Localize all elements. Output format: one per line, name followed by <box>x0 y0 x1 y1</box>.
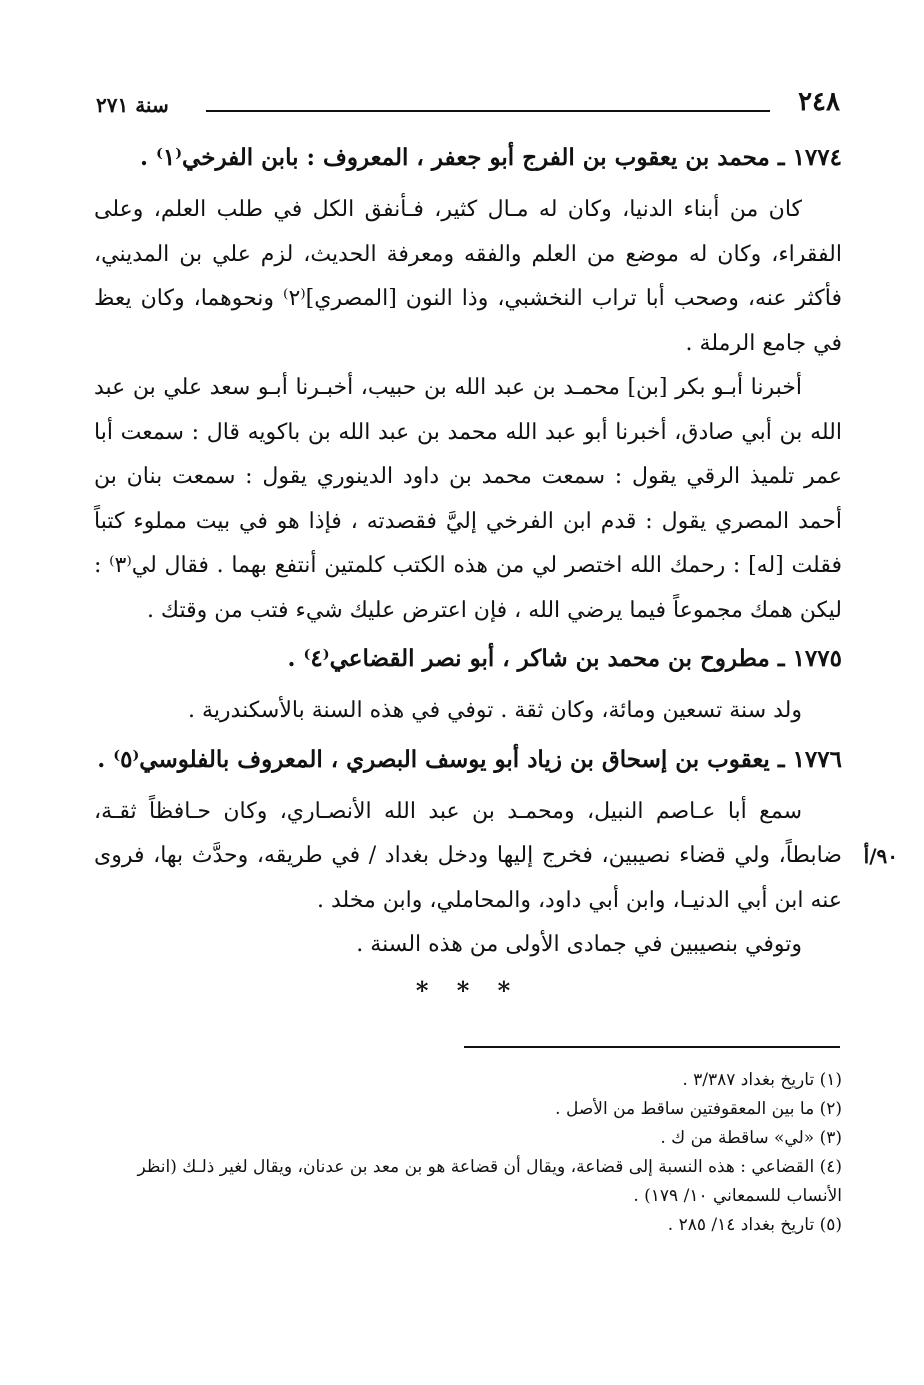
page-number: ٢٤٨ <box>798 87 840 117</box>
footnote: (٤) القضاعي : هذه النسبة إلى قضاعة، ويقال أن قضاعة هو بن معد بن عدنان، ويقال لغير ذلـك (انظر الأنساب للسمعاني ١٠/ ١٧٩) . <box>137 1157 842 1206</box>
header-rule <box>206 110 770 112</box>
entry-title: ١٧٧٤ ـ محمد بن يعقوب بن الفرج أبو جعفر ، المعروف : بابن الفرخي⁽١⁾ . <box>139 144 842 171</box>
entry-1774 <box>94 138 842 633</box>
entry-1775 <box>94 639 842 734</box>
entry-title: ١٧٧٦ ـ يعقوب بن إسحاق بن زياد أبو يوسف البصري ، المعروف بالفلوسي⁽٥⁾ . <box>97 745 842 773</box>
footnote-rule <box>464 1046 840 1048</box>
footnote: (٥) تاريخ بغداد ١٤/ ٢٨٥ . <box>667 1215 842 1235</box>
entry-1776 <box>94 740 898 968</box>
page-header <box>96 86 840 122</box>
entry-paragraph: كان من أبناء الدنيا، وكان له مـال كثير، فـأنفق الكل في طلب العلم، وعلى الفقراء، وكان له موضع من العلم والفقه ومعرفة الحديث، لزم علي بن المديني، فأكثر عنه، وصحب أبا تراب النخشبي، وذا النون [المصري]⁽٢⁾ ونحوهما، وكان يعظ في جامع الرملة . <box>94 197 842 356</box>
main-text <box>94 132 898 1005</box>
entry-paragraph: ولد سنة تسعين ومائة، وكان ثقة . توفي في هذه السنة بالأسكندرية . <box>188 698 802 723</box>
entry-title: ١٧٧٥ ـ مطروح بن محمد بن شاكر ، أبو نصر القضاعي⁽٤⁾ . <box>287 645 842 672</box>
footnote: (٢) ما بين المعقوفتين ساقط من الأصل . <box>555 1099 842 1119</box>
footnote: (١) تاريخ بغداد ٣/٣٨٧ . <box>682 1070 842 1090</box>
section-separator: * * * <box>415 975 521 1005</box>
entry-paragraph: أخبرنا أبـو بكر [بن] محمـد بن عبد الله بن حبيب، أخبـرنا أبـو سعد علي بن عبد الله بن أبي صادق، أخبرنا أبو عبد الله محمد بن عبد الله بن باكويه قال : سمعت أبا عمر تلميذ الرقي يقول : سمعت محمد بن داود الدينوري يقول : سمعت بنان بن أحمد المصري يقول : قدم ابن الفرخي إليَّ فقصدته ، فإذا هو في بيت مملوء كتباً فقلت [له] : رحمك الله اختصر لي من هذه الكتب كلمتين أنتفع بهما . فقال لي⁽٣⁾ : ليكن همك مجموعاً فيما يرضي الله ، فإن اعترض عليك شيء فتب من وقتك . <box>94 375 842 623</box>
running-head: سنة ٢٧١ <box>96 93 169 117</box>
footnote: (٣) «لي» ساقطة من ك . <box>660 1128 842 1148</box>
folio-margin-note: ٩٠/أ <box>863 843 898 868</box>
entry-paragraph: سمع أبا عـاصم النبيل، ومحمـد بن عبد الله الأنصـاري، وكان حـافظاً ثقـة، ضابطاً، ولي قضاء نصيبين، فخرج إليها ودخل بغداد / في طريقه، وحدَّث بها، فروى عنه ابن أبي الدنيـا، وابن أبي داود، والمحاملي، وابن مخلد . <box>94 798 842 913</box>
entry-paragraph: وتوفي بنصيبين في جمادى الأولى من هذه السنة . <box>356 932 802 957</box>
footnotes <box>94 1066 842 1240</box>
